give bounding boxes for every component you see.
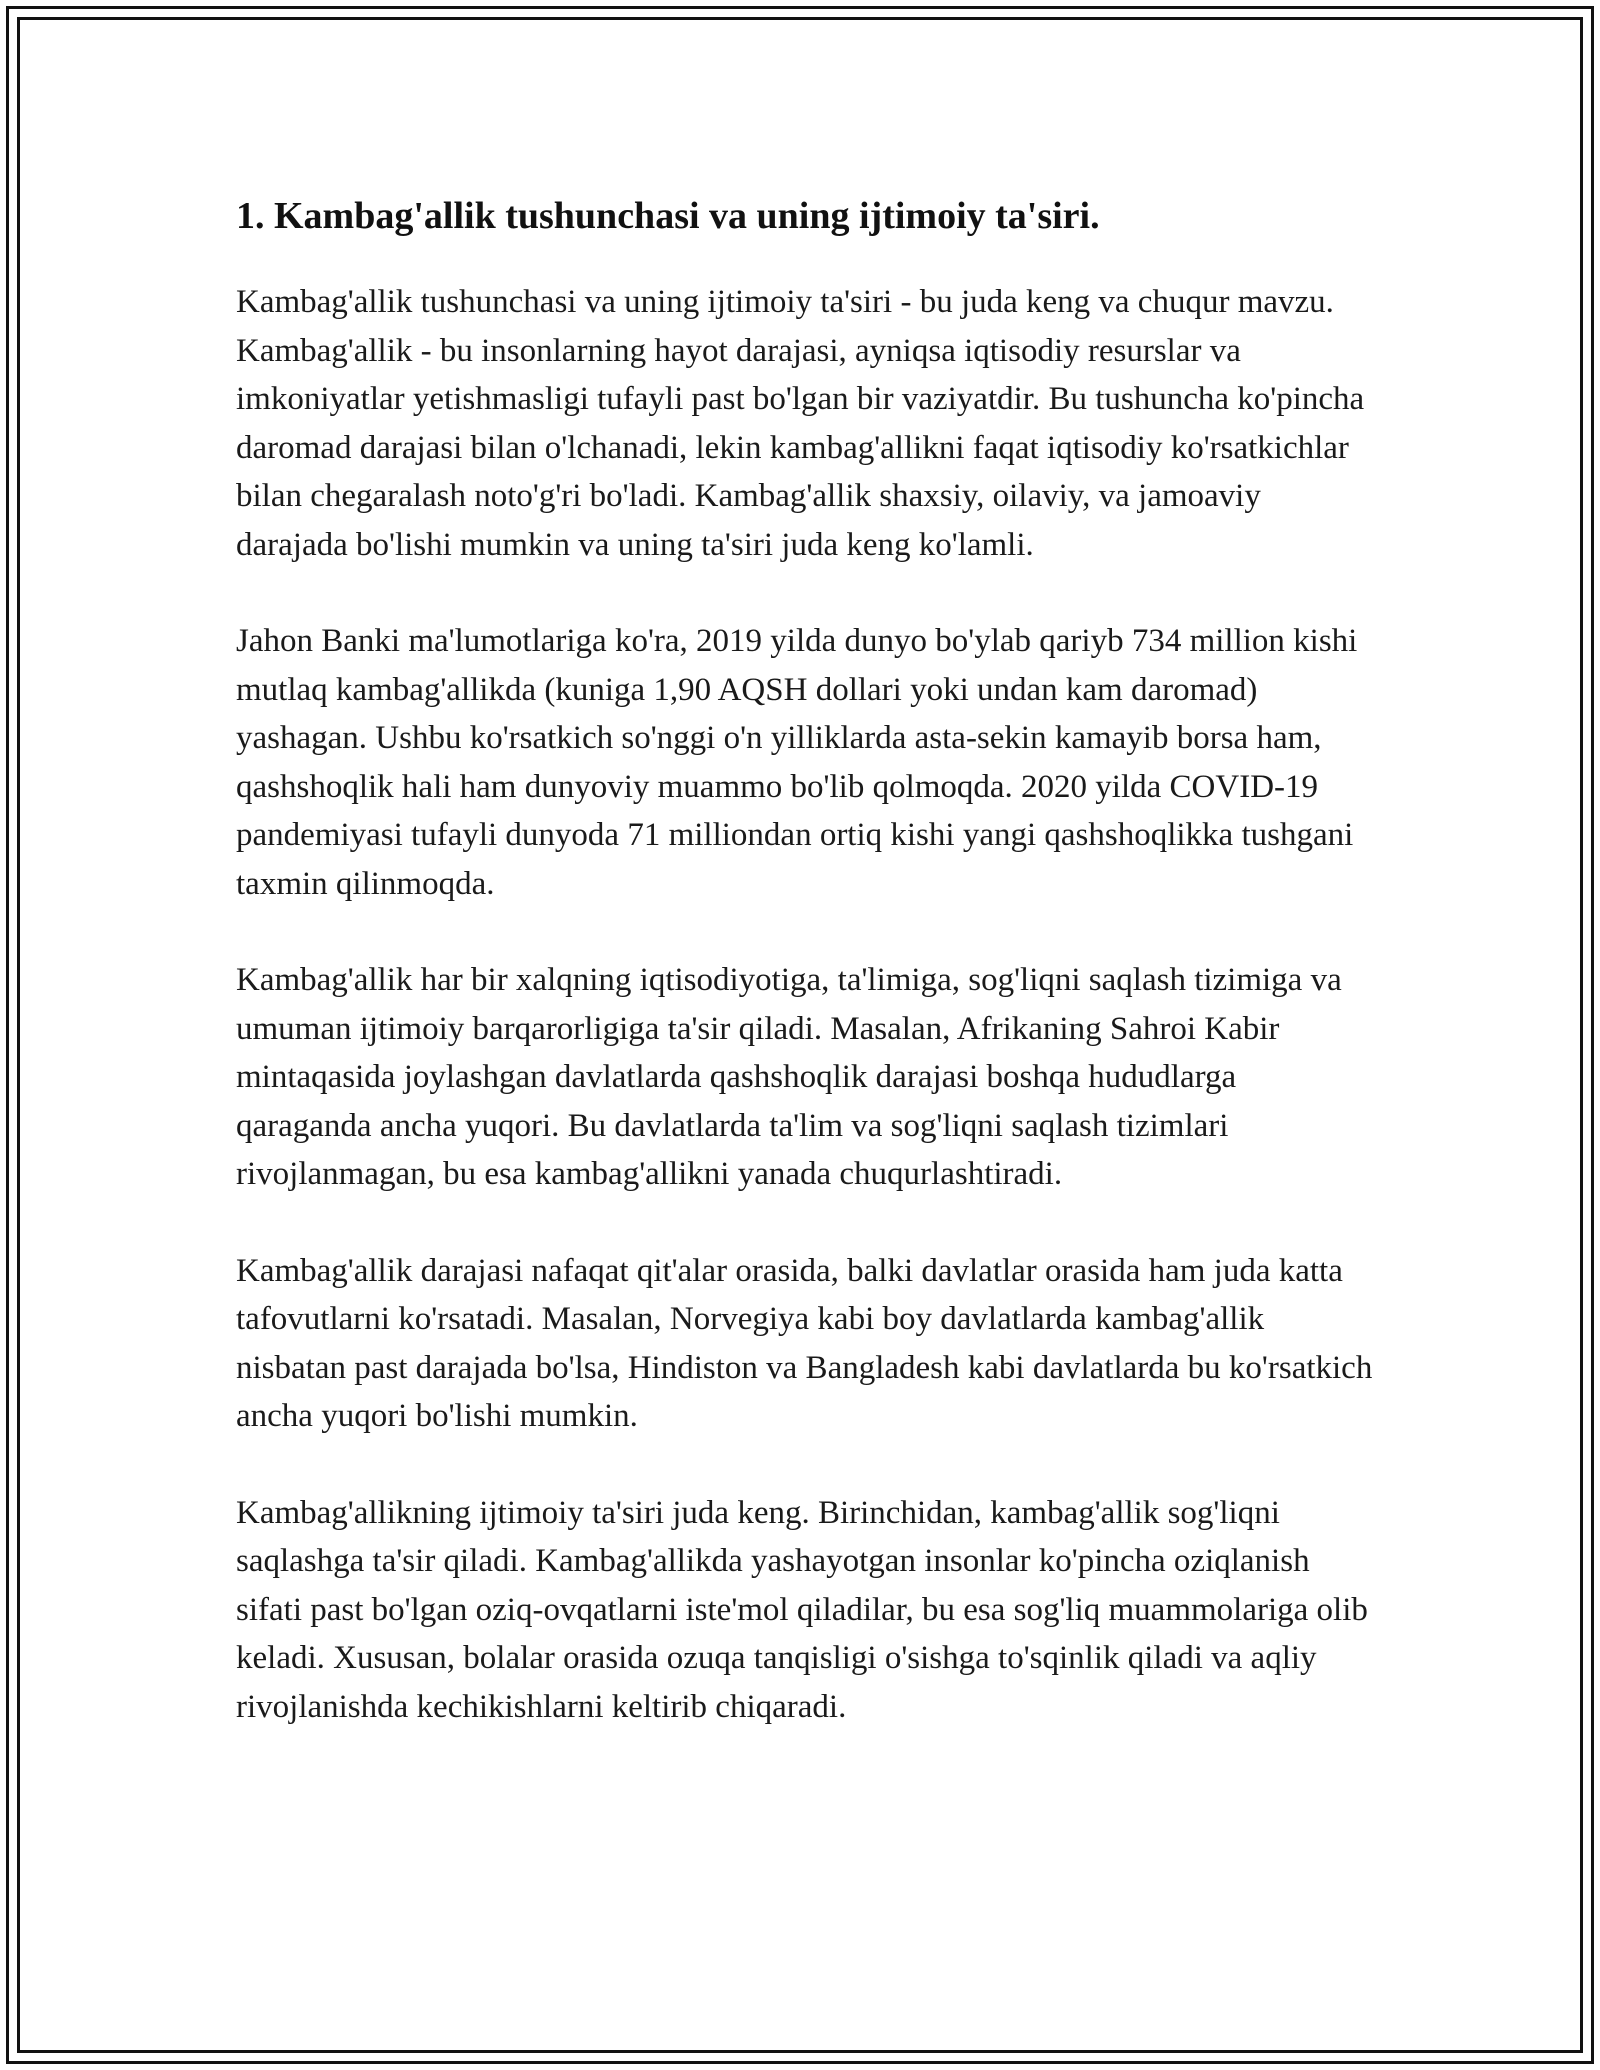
section-heading: 1. Kambag'allik tushunchasi va uning ijtimoiy ta'siri. xyxy=(236,195,1100,237)
paragraph-5: Kambag'allikning ijtimoiy ta'siri juda keng. Birinchidan, kambag'allik sog'liqni saqlashga ta'sir qiladi. Kambag'allikda yashayotgan insonlar ko'pincha oziqlanish sifati past bo'lgan oziq-ovqatlarni iste'mol qiladilar, bu esa sog'liq muammolariga olib keladi. Xususan, bolalar orasida ozuqa tanqisligi o'sishga to'sqinlik qiladi va aqliy rivojlanishda kechikishlarni keltirib chiqaradi. xyxy=(236,1494,1368,1725)
paragraph-4: Kambag'allik darajasi nafaqat qit'alar orasida, balki davlatlar orasida ham juda katta tafovutlarni ko'rsatadi. Masalan, Norvegiya kabi boy davlatlarda kambag'allik nisbatan past darajada bo'lsa, Hindiston va Bangladesh kabi davlatlarda bu ko'rsatkich ancha yuqori bo'lishi mumkin. xyxy=(236,1252,1373,1434)
document-body xyxy=(236,188,1376,1779)
paragraph-1: Kambag'allik tushunchasi va uning ijtimoiy ta'siri - bu juda keng va chuqur mavzu. Kambag'allik - bu insonlarning hayot darajasi, ayniqsa iqtisodiy resurslar va imkoniyatlar yetishmasligi tufayli past bo'lgan bir vaziyatdir. Bu tushuncha ko'pincha daromad darajasi bilan o'lchanadi, lekin kambag'allikni faqat iqtisodiy ko'rsatkichlar bilan chegaralash noto'g'ri bo'ladi. Kambag'allik shaxsiy, oilaviy, va jamoaviy darajada bo'lishi mumkin va uning ta'siri juda keng ko'lamli. xyxy=(236,284,1365,563)
paragraph-2: Jahon Banki ma'lumotlariga ko'ra, 2019 yilda dunyo bo'ylab qariyb 734 million kishi mutlaq kambag'allikda (kuniga 1,90 AQSH dollari yoki undan kam daromad) yashagan. Ushbu ko'rsatkich so'nggi o'n yilliklarda asta-sekin kamayib borsa ham, qashshoqlik hali ham dunyoviy muammo bo'lib qolmoqda. 2020 yilda COVID-19 pandemiyasi tufayli dunyoda 71 milliondan ortiq kishi yangi qashshoqlikka tushgani taxmin qilinmoqda. xyxy=(236,623,1358,902)
paragraph-3: Kambag'allik har bir xalqning iqtisodiyotiga, ta'limiga, sog'liqni saqlash tizimiga va umuman ijtimoiy barqarorligiga ta'sir qiladi. Masalan, Afrikaning Sahroi Kabir mintaqasida joylashgan davlatlarda qashshoqlik darajasi boshqa hududlarga qaraganda ancha yuqori. Bu davlatlarda ta'lim va sog'liqni saqlash tizimlari rivojlanmagan, bu esa kambag'allikni yanada chuqurlashtiradi. xyxy=(236,962,1342,1192)
